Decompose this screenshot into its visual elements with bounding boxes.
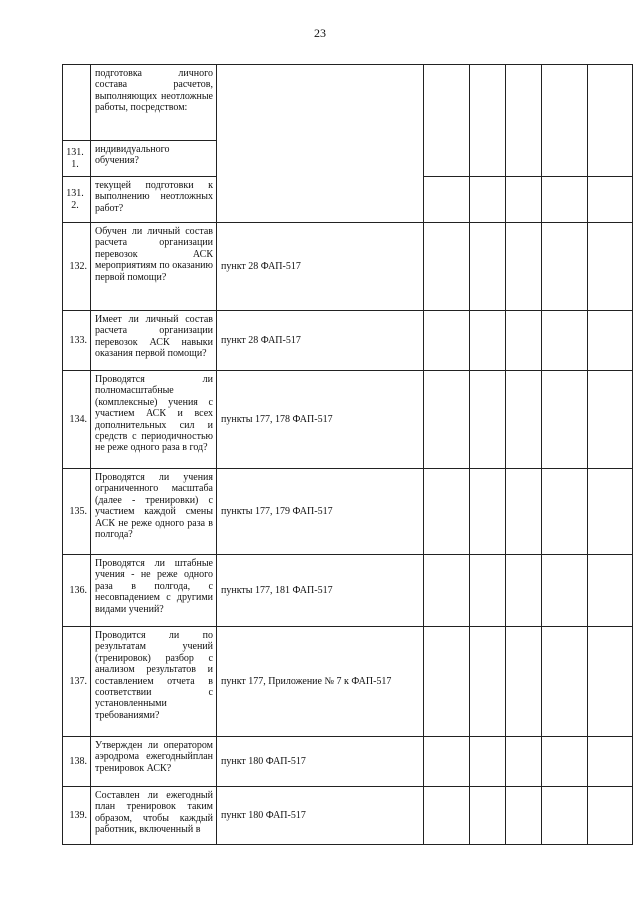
question-text: Обучен ли личный состав расчета организации перевозок АСК мероприятиям по оказанию первой помощи? <box>95 226 213 283</box>
answer-cell-4 <box>542 787 588 845</box>
answer-cell-2 <box>470 555 506 627</box>
question-cell <box>91 787 217 845</box>
table-row <box>63 627 633 737</box>
answer-cell-3 <box>506 787 542 845</box>
row-number: 136. <box>63 555 91 627</box>
table-row <box>63 65 633 141</box>
reference-cell: пункт 177, Приложение № 7 к ФАП-517 <box>217 627 424 737</box>
question-text: текущей подготовки к выполнению неотложных работ? <box>95 180 213 214</box>
row-number: 132. <box>63 223 91 311</box>
answer-cell-3 <box>506 469 542 555</box>
question-text: Проводится ли по результатам учений (тренировок) разбор с анализом результатов и составлением отчета в соответствии с установленными требованиями? <box>95 630 213 721</box>
question-text: индивидуального обучения? <box>95 144 170 167</box>
answer-cell-2 <box>470 65 506 177</box>
answer-cell-2 <box>470 177 506 223</box>
table-row <box>63 311 633 371</box>
comment-cell <box>588 555 633 627</box>
answer-cell-4 <box>542 737 588 787</box>
answer-cell-1 <box>424 223 470 311</box>
question-cell <box>91 737 217 787</box>
question-cell <box>91 223 217 311</box>
row-number: 135. <box>63 469 91 555</box>
answer-cell-2 <box>470 787 506 845</box>
answer-cell-4 <box>542 223 588 311</box>
answer-cell-3 <box>506 223 542 311</box>
answer-cell-1 <box>424 371 470 469</box>
answer-cell-4 <box>542 177 588 223</box>
answer-cell-4 <box>542 555 588 627</box>
question-cell <box>91 469 217 555</box>
row-number: 139. <box>63 787 91 845</box>
comment-cell <box>588 65 633 177</box>
row-number: 131. 2. <box>63 177 91 223</box>
answer-cell-3 <box>506 177 542 223</box>
row-number: 138. <box>63 737 91 787</box>
question-cell <box>91 311 217 371</box>
table-row <box>63 737 633 787</box>
comment-cell <box>588 371 633 469</box>
answer-cell-1 <box>424 65 470 177</box>
question-cell <box>91 141 217 177</box>
question-cell <box>91 371 217 469</box>
answer-cell-2 <box>470 737 506 787</box>
reference-cell: пункт 28 ФАП-517 <box>217 223 424 311</box>
comment-cell <box>588 469 633 555</box>
reference-cell: пункты 177, 181 ФАП-517 <box>217 555 424 627</box>
reference-cell: пункт 180 ФАП-517 <box>217 737 424 787</box>
answer-cell-1 <box>424 737 470 787</box>
row-number: 131. 1. <box>63 141 91 177</box>
answer-cell-3 <box>506 311 542 371</box>
row-number: 134. <box>63 371 91 469</box>
answer-cell-1 <box>424 555 470 627</box>
answer-cell-1 <box>424 627 470 737</box>
page-number: 23 <box>314 26 326 40</box>
table-row <box>63 469 633 555</box>
reference-cell: пункты 177, 179 ФАП-517 <box>217 469 424 555</box>
comment-cell <box>588 177 633 223</box>
question-text: Проводятся ли штабные учения - не реже одного раза в полгода, с несовпадением с другими видами учений? <box>95 558 213 615</box>
answer-cell-1 <box>424 177 470 223</box>
question-cell <box>91 555 217 627</box>
answer-cell-2 <box>470 223 506 311</box>
comment-cell <box>588 737 633 787</box>
answer-cell-1 <box>424 787 470 845</box>
answer-cell-2 <box>470 311 506 371</box>
comment-cell <box>588 311 633 371</box>
answer-cell-4 <box>542 627 588 737</box>
question-text: подготовка личного состава расчетов, выполняющих неотложные работы, посредством: <box>95 68 213 114</box>
answer-cell-3 <box>506 627 542 737</box>
answer-cell-4 <box>542 371 588 469</box>
reference-cell <box>217 65 424 223</box>
question-text: Имеет ли личный состав расчета организации перевозок АСК навыки оказания первой помощи? <box>95 314 213 360</box>
answer-cell-4 <box>542 469 588 555</box>
question-text: Проводятся ли учения ограниченного масштаба (далее - тренировки) с участием каждой смены АСК не реже одного раза в полгода? <box>95 472 213 541</box>
question-text: Утвержден ли оператором аэродрома ежегодныйплан тренировок АСК? <box>95 740 213 774</box>
row-number: 137. <box>63 627 91 737</box>
answer-cell-3 <box>506 555 542 627</box>
checklist-table <box>62 64 633 845</box>
answer-cell-3 <box>506 737 542 787</box>
question-cell <box>91 177 217 223</box>
comment-cell <box>588 223 633 311</box>
table-row <box>63 787 633 845</box>
answer-cell-2 <box>470 371 506 469</box>
question-cell <box>91 627 217 737</box>
answer-cell-4 <box>542 65 588 177</box>
comment-cell <box>588 787 633 845</box>
table-row <box>63 223 633 311</box>
question-cell <box>91 65 217 141</box>
row-number <box>63 65 91 141</box>
answer-cell-2 <box>470 469 506 555</box>
answer-cell-3 <box>506 371 542 469</box>
reference-cell: пункт 28 ФАП-517 <box>217 311 424 371</box>
question-text: Проводятся ли полномасштабные (комплексные) учения с участием АСК и всех дополнительных сил и средств с периодичностью не реже одного раза в год? <box>95 374 213 454</box>
table-row <box>63 371 633 469</box>
answer-cell-4 <box>542 311 588 371</box>
answer-cell-2 <box>470 627 506 737</box>
table-row <box>63 555 633 627</box>
answer-cell-1 <box>424 311 470 371</box>
comment-cell <box>588 627 633 737</box>
reference-cell: пункты 177, 178 ФАП-517 <box>217 371 424 469</box>
answer-cell-3 <box>506 65 542 177</box>
row-number: 133. <box>63 311 91 371</box>
question-text: Составлен ли ежегодный план тренировок таким образом, чтобы каждый работник, включенный в <box>95 790 213 836</box>
reference-cell: пункт 180 ФАП-517 <box>217 787 424 845</box>
answer-cell-1 <box>424 469 470 555</box>
